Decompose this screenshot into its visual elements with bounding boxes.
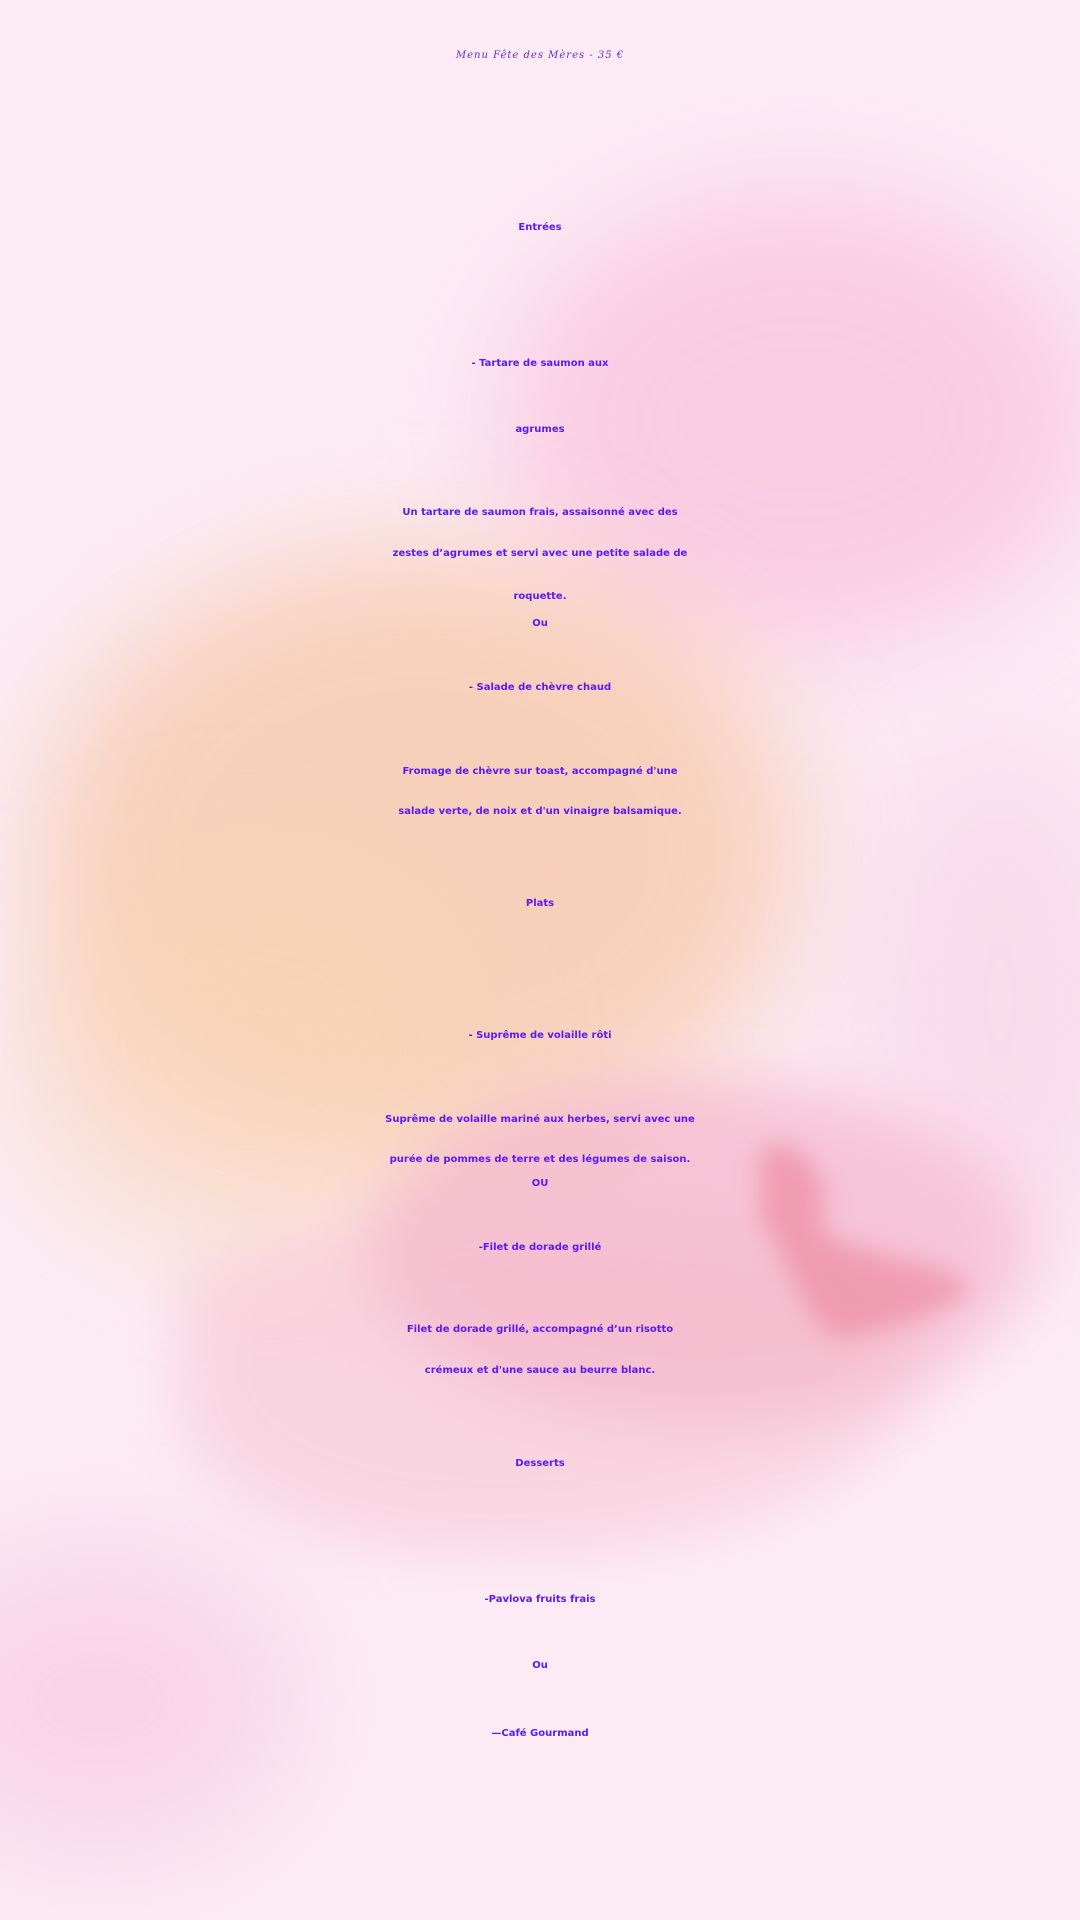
dish-title: - Suprême de volaille rôti — [468, 1030, 612, 1041]
section-heading-entrees: Entrées — [518, 222, 562, 233]
dish-description: Un tartare de saumon frais, assaisonné avec des — [402, 507, 678, 518]
dish-description: purée de pommes de terre et des légumes de saison. — [389, 1154, 691, 1165]
dish-description: crémeux et d'une sauce au beurre blanc. — [424, 1365, 656, 1376]
dish-description: Suprême de volaille mariné aux herbes, servi avec une — [385, 1114, 695, 1125]
dish-description: salade verte, de noix et d'un vinaigre balsamique. — [398, 806, 682, 817]
choice-separator: OU — [531, 1178, 549, 1189]
dish-title: - Tartare de saumon aux — [471, 358, 609, 369]
dish-description: zestes d’agrumes et servi avec une petite salade de — [392, 548, 688, 559]
dish-description: Fromage de chèvre sur toast, accompagné d'une — [402, 766, 678, 777]
dish-title: - Salade de chèvre chaud — [468, 682, 612, 693]
section-heading-desserts: Desserts — [515, 1458, 565, 1469]
dish-title: —Café Gourmand — [491, 1728, 589, 1739]
menu-title: Menu Fête des Mères - 35 € — [455, 50, 625, 61]
dish-description: Filet de dorade grillé, accompagné d’un risotto — [406, 1324, 674, 1335]
choice-separator: Ou — [532, 1660, 548, 1671]
section-heading-plats: Plats — [525, 898, 555, 909]
dish-title: -Pavlova fruits frais — [484, 1594, 596, 1605]
dish-description: roquette. — [513, 591, 567, 602]
dish-title: agrumes — [515, 424, 565, 435]
dish-title: -Filet de dorade grillé — [478, 1242, 602, 1253]
choice-separator: Ou — [532, 618, 548, 629]
